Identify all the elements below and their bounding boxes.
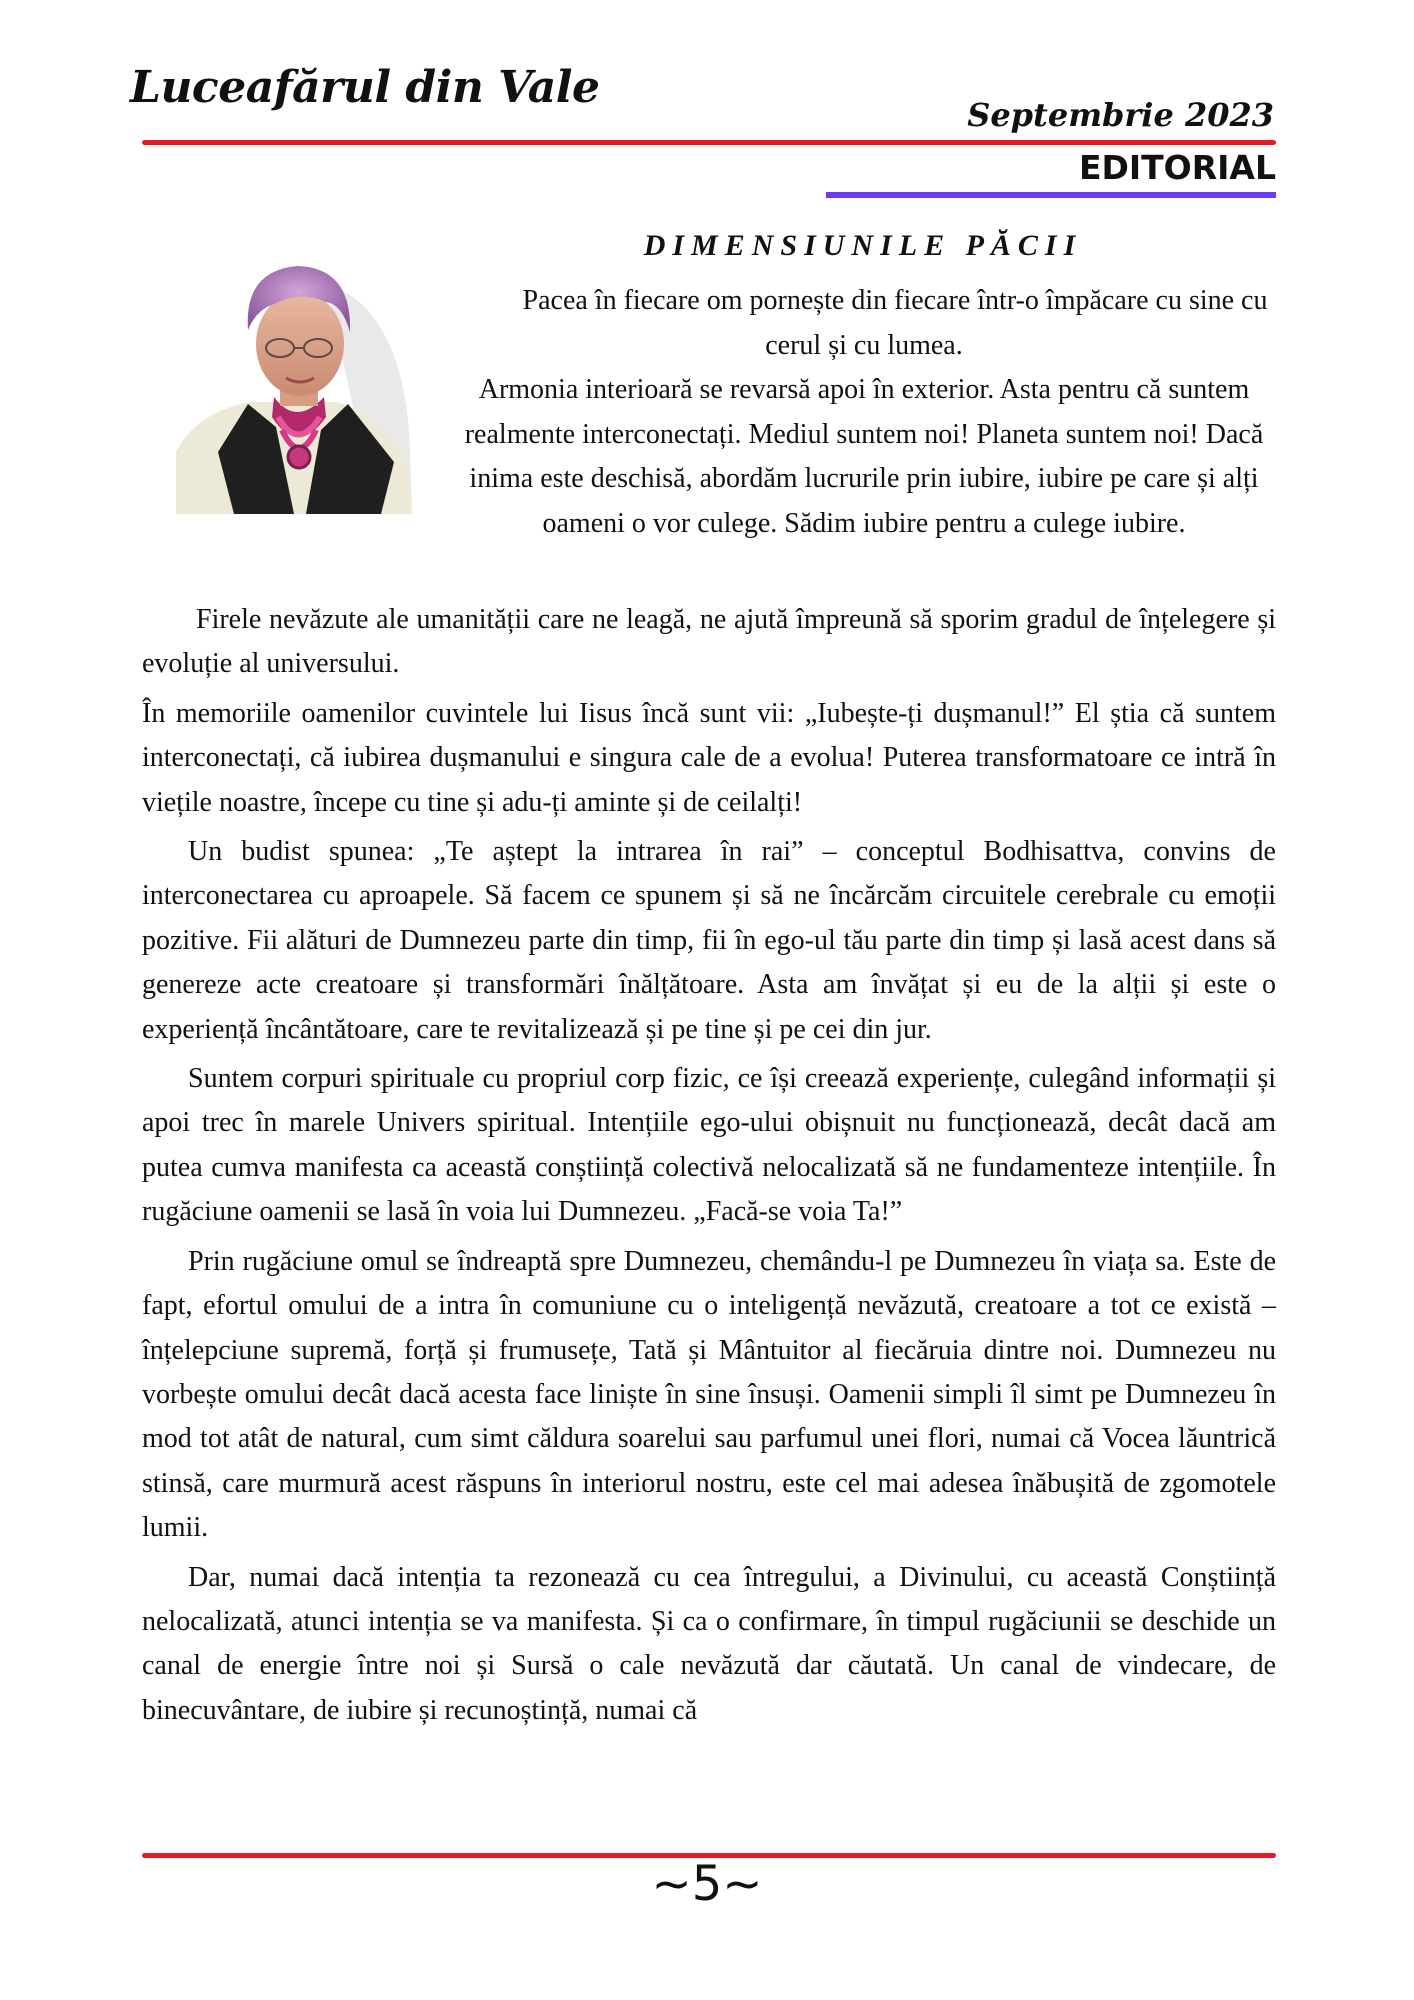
- article-body: [142, 598, 1276, 1738]
- article-title: DIMENSIUNILE PĂCII: [643, 229, 1083, 262]
- issue-date: Septembrie 2023: [967, 96, 1274, 134]
- body-paragraph: În memoriile oamenilor cuvintele lui Iisus încă sunt vii: „Iubește-ți dușmanul!” El știa că suntem interconectați, că iubirea dușmanului e singura cale de a evolua! Puterea transformatoare ce intră în viețile noastre, începe cu tine și adu-ți aminte și de ceilalți!: [142, 697, 1276, 818]
- intro-paragraph: Armonia interioară se revarsă apoi în exterior. Asta pentru că suntem realmente interconectați. Mediul suntem noi! Planeta suntem noi! Dacă inima este deschisă, abordăm lucrurile prin iubire, iubire pe care și alți oameni o vor culege. Sădim iubire pentru a culege iubire.: [464, 374, 1264, 539]
- body-paragraph: Un budist spunea: „Te aștept la intrarea în rai” – conceptul Bodhisattva, convins de interconectarea cu aproapele. Să facem ce spunem și să ne încărcăm circuitele cerebrale cu emoții pozitive. Fii alături de Dumnezeu parte din timp, fii în ego-ul tău parte din timp și lasă acest dans să genereze acte creatoare și transformări înălțătoare. Asta am învățat și eu de la alții și este o experiență încântătoare, care te revitalizează și pe tine și pe cei din jur.: [142, 836, 1276, 1045]
- body-paragraph: Prin rugăciune omul se îndreaptă spre Dumnezeu, chemându-l pe Dumnezeu în viața sa. Este de fapt, efortul omului de a intra în comuniune cu o inteligență nevăzută, creatoare a tot ce există – înțelepciune supremă, forță și frumusețe, Tată și Mântuitor al fiecăruia dintre noi. Dumnezeu nu vorbește omului decât dacă acesta face liniște în sine însuși. Oamenii simpli îl simt pe Dumnezeu în mod tot atât de natural, cum simt căldura soarelui sau parfumul unei flori, numai că Vocea lăuntrică stinsă, care murmură acest răspuns în interiorul nostru, este cel mai adesea înăbușită de zgomotele lumii.: [142, 1245, 1276, 1544]
- intro-paragraph: Pacea în fiecare om pornește din fiecare într-o împăcare cu sine cu cerul și cu lumea.: [522, 285, 1268, 361]
- body-paragraph: Dar, numai dacă intenția ta rezonează cu cea întregului, a Divinului, cu această Conștiință nelocalizată, atunci intenția se va manifesta. Și ca o confirmare, în timpul rugăciunii se deschide un canal de energie între noi și Sursă o cale nevăzută dar căutată. Un canal de vindecare, de binecuvântare, de iubire și recunoștință, numai că: [142, 1561, 1276, 1726]
- magazine-title: Luceafărul din Vale: [130, 62, 600, 113]
- section-underline: [826, 192, 1276, 198]
- page-number: ~5~: [651, 1856, 763, 1912]
- body-paragraph: Firele nevăzute ale umanității care ne leagă, ne ajută împreună să sporim gradul de înțelegere și evoluție al universului.: [142, 604, 1276, 680]
- article-intro: [448, 279, 1280, 547]
- body-paragraph: Suntem corpuri spirituale cu propriul corp fizic, ce își creează experiențe, culegând informații și apoi trec în marele Univers spiritual. Intențiile ego-ului obișnuit nu funcționează, decât dacă am putea cumva manifesta ca această conștiință colectivă nelocalizată să ne fundamenteze intențiile. În rugăciune oamenii se lasă în voia lui Dumnezeu. „Facă-se voia Ta!”: [142, 1063, 1276, 1228]
- header-divider: [142, 140, 1276, 145]
- section-label: EDITORIAL: [1078, 148, 1276, 187]
- author-portrait: [176, 252, 412, 514]
